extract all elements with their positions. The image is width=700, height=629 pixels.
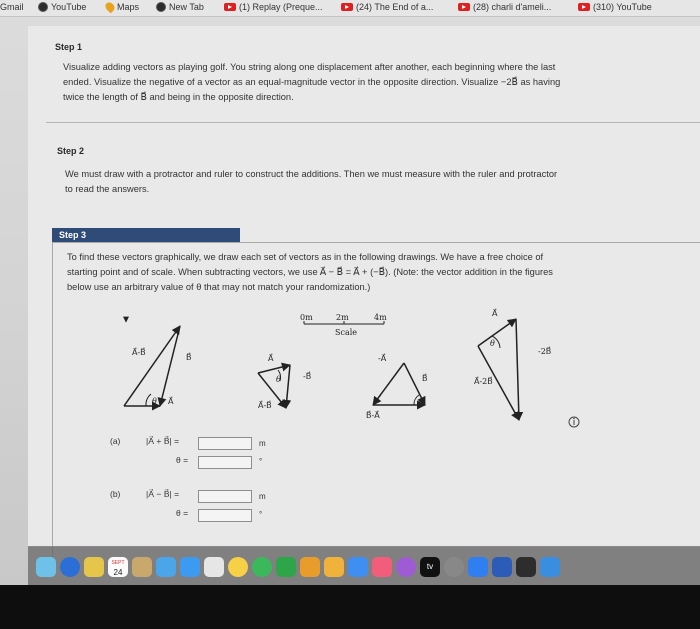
part-a-theta-label: θ = xyxy=(176,455,189,465)
f2-a-label: A⃗ xyxy=(268,354,274,363)
info-icon[interactable] xyxy=(569,417,579,427)
app-store-icon[interactable] xyxy=(348,557,368,577)
scale-tick-4: 4m xyxy=(374,313,387,322)
step1-line: twice the length of B⃗ and being in the opposite direction. xyxy=(63,92,294,102)
apple-tv-label: tv xyxy=(426,562,434,571)
youtube-icon xyxy=(458,3,470,11)
part-b-magnitude-input[interactable] xyxy=(198,490,252,503)
solution-page xyxy=(28,26,700,585)
part-b-angle-input[interactable] xyxy=(198,509,252,522)
step3-text xyxy=(67,250,553,295)
bookmark-youtube[interactable] xyxy=(38,2,86,12)
f4-sum-label: A⃗-2B⃗ xyxy=(474,377,493,386)
part-b-label: (b) xyxy=(110,489,121,499)
part-b-expression: |A⃗ − B⃗| = xyxy=(146,489,180,499)
bookmark-gmail[interactable] xyxy=(0,2,24,12)
youtube-icon xyxy=(224,3,236,11)
figure-4 xyxy=(474,308,551,420)
f3-nega-vector xyxy=(373,363,404,405)
step3-line: below use an arbitrary value of θ that may not match your randomization.) xyxy=(67,282,371,292)
f4-a-vector xyxy=(478,319,516,346)
figure-3 xyxy=(366,353,428,420)
bookmarks-bar xyxy=(0,0,700,17)
f1-b-label: B⃗ xyxy=(186,353,192,362)
step2-line: We must draw with a protractor and ruler to construct the additions. Then we must measure with the ruler and protractor xyxy=(65,169,558,179)
bookmark-label: (310) YouTube xyxy=(593,2,652,12)
part-b-theta-label: θ = xyxy=(176,508,189,518)
bookmark-youtube-310[interactable] xyxy=(578,2,652,12)
f3-b-label: B⃗ xyxy=(422,374,428,383)
f1-sum-label: A⃗-B⃗ xyxy=(132,348,146,357)
f1-angle-arc xyxy=(146,394,151,406)
scale-label: Scale xyxy=(335,328,358,337)
bookmark-label: YouTube xyxy=(51,2,87,12)
dock xyxy=(28,546,700,585)
scale-tick-2: 2m xyxy=(336,313,349,322)
safari-icon[interactable] xyxy=(60,557,80,577)
f1-sum-vector xyxy=(124,326,180,406)
part-a-angle-unit: ° xyxy=(259,457,263,466)
part-a-expression: |A⃗ + B⃗| = xyxy=(146,436,180,446)
globe-icon xyxy=(38,2,48,12)
step1-line: Visualize adding vectors as playing golf. You string along one displacement after another, each beginning where the last xyxy=(63,62,556,72)
youtube-icon xyxy=(341,3,353,11)
f1-theta-label: θ xyxy=(152,397,157,406)
f1-b-vector xyxy=(160,326,180,406)
pages-icon[interactable] xyxy=(300,557,320,577)
maps-dock-icon[interactable] xyxy=(204,557,224,577)
f3-sum-label: B⃗-A⃗ xyxy=(366,411,380,420)
youtube-icon xyxy=(578,3,590,11)
photos-icon[interactable] xyxy=(84,557,104,577)
keynote-icon[interactable] xyxy=(324,557,344,577)
f3-nega-label: -A⃗ xyxy=(378,354,387,363)
maps-icon xyxy=(104,1,117,14)
divider xyxy=(46,122,700,123)
f4-a-label: A⃗ xyxy=(492,309,498,318)
calendar-month: SEPT xyxy=(111,560,125,566)
bookmark-label: (28) charli d'ameli... xyxy=(473,2,552,12)
step3-line: starting point and of scale. When subtracting vectors, we use A⃗ − B⃗ = A⃗ + (−B⃗). (Note: the vector addition in the figures xyxy=(67,267,553,277)
step2-line: to read the answers. xyxy=(65,184,150,194)
f2-a-vector xyxy=(258,365,290,373)
f4-theta-label: θ xyxy=(490,339,495,348)
step2-title: Step 2 xyxy=(57,146,85,156)
bookmark-label: Gmail xyxy=(0,2,24,12)
step1-line: ended. Visualize the negative of a vector as an equal-magnitude vector in the opposite direction. Visualize −2B⃗ as having xyxy=(63,77,561,87)
app-store-dock-icon[interactable] xyxy=(468,557,488,577)
messages-icon[interactable] xyxy=(252,557,272,577)
screen-bezel xyxy=(0,585,700,629)
f2-negb-vector xyxy=(286,365,290,408)
step1-title: Step 1 xyxy=(55,42,83,52)
part-a-magnitude-input[interactable] xyxy=(198,437,252,450)
f2-theta-label: θ xyxy=(276,375,281,384)
bookmark-label: (1) Replay (Preque... xyxy=(239,2,323,12)
part-a-label: (a) xyxy=(110,436,121,446)
facetime-icon[interactable] xyxy=(180,557,200,577)
scale-bar xyxy=(300,313,387,337)
step1-text xyxy=(63,60,560,105)
figure-2 xyxy=(258,353,311,410)
bookmark-maps[interactable] xyxy=(106,2,139,12)
settings-icon[interactable] xyxy=(444,557,464,577)
figure-1 xyxy=(124,321,192,406)
f2-negb-label: -B⃗ xyxy=(303,372,312,381)
word-icon[interactable] xyxy=(492,557,512,577)
calendar-icon[interactable] xyxy=(108,557,128,577)
step3-line: To find these vectors graphically, we draw each set of vectors as in the following drawings. We have a free choice of xyxy=(67,252,544,262)
bookmark-label: (24) The End of a... xyxy=(356,2,434,12)
f1-a-label: A⃗ xyxy=(168,397,174,406)
f2-sum-label: A⃗-B⃗ xyxy=(258,401,272,410)
bookmark-charli[interactable] xyxy=(458,2,551,12)
f4-neg2b-vector xyxy=(516,319,519,420)
bookmark-label: New Tab xyxy=(169,2,204,12)
f3-theta-label: θ xyxy=(419,397,424,406)
scale-tick-0: 0m xyxy=(300,313,313,322)
part-b-magnitude-unit: m xyxy=(259,492,266,501)
step2-text xyxy=(65,167,557,197)
globe-icon xyxy=(156,2,166,12)
calendar-day: 24 xyxy=(113,568,123,577)
finder-dock-icon[interactable] xyxy=(540,557,560,577)
photos-dock-icon[interactable] xyxy=(228,557,248,577)
facetime-video-icon[interactable] xyxy=(276,557,296,577)
contacts-icon[interactable] xyxy=(132,557,152,577)
bookmark-new-tab[interactable] xyxy=(156,2,204,12)
finder-icon[interactable] xyxy=(36,557,56,577)
part-a-angle-input[interactable] xyxy=(198,456,252,469)
part-a-magnitude-unit: m xyxy=(259,439,266,448)
app-icon[interactable] xyxy=(516,557,536,577)
apple-tv-icon[interactable] xyxy=(420,557,440,577)
f4-neg2b-label: -2B⃗ xyxy=(538,347,552,356)
music-icon[interactable] xyxy=(372,557,392,577)
bookmark-replay[interactable] xyxy=(224,2,323,12)
mail-icon[interactable] xyxy=(156,557,176,577)
part-b-angle-unit: ° xyxy=(259,510,263,519)
podcasts-icon[interactable] xyxy=(396,557,416,577)
bookmark-label: Maps xyxy=(117,2,140,12)
bookmark-end-of[interactable] xyxy=(341,2,433,12)
vector-figures xyxy=(108,308,668,448)
step3-title: Step 3 xyxy=(52,228,240,243)
